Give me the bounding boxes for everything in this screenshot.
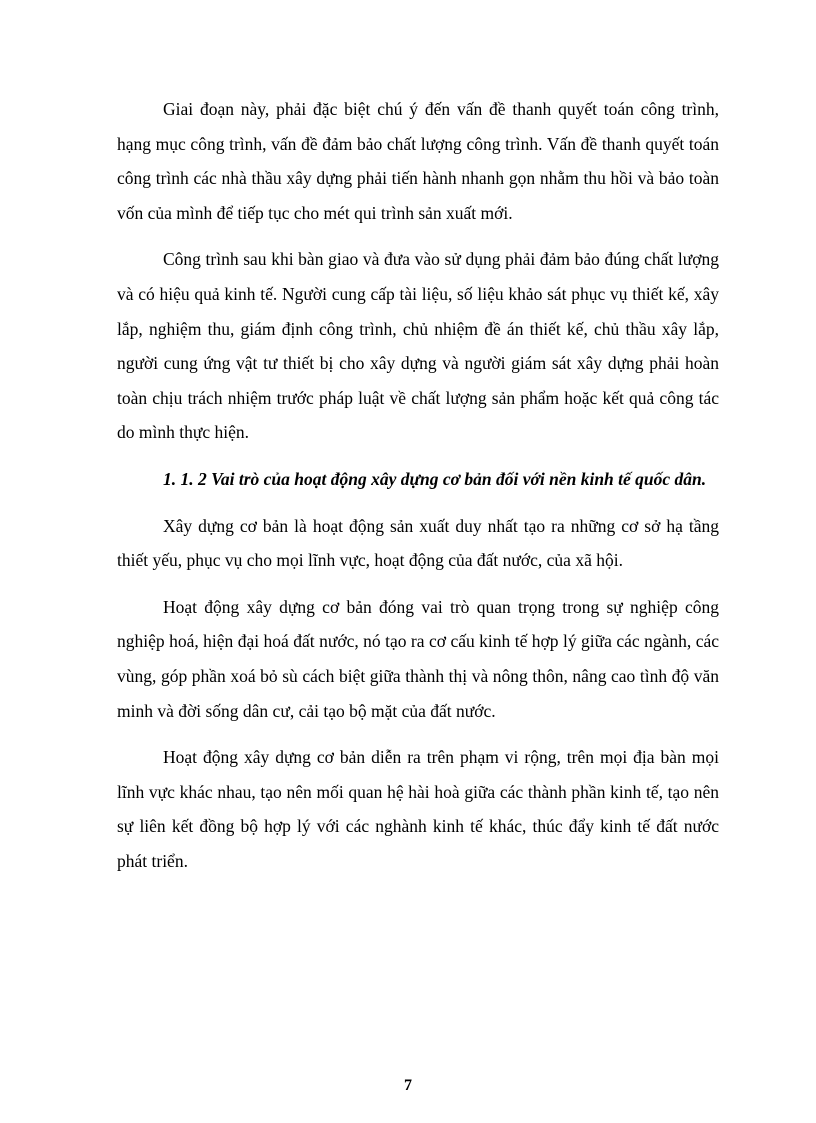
- section-heading: 1. 1. 2 Vai trò của hoạt động xây dựng cơ bản đối với nền kinh tế quốc dân.: [163, 468, 707, 489]
- document-body: [117, 92, 719, 878]
- paragraph: Giai đoạn này, phải đặc biệt chú ý đến vấn đề thanh quyết toán công trình, hạng mục công trình, vấn đề đảm bảo chất lượng công trình. Vấn đề thanh quyết toán công trình các nhà thầu xây dựng phải tiến hành nhanh gọn nhằm thu hồi và bảo toàn vốn của mình để tiếp tục cho mét qui trình sản xuất mới.: [117, 99, 719, 223]
- paragraph: Xây dựng cơ bản là hoạt động sản xuất duy nhất tạo ra những cơ sở hạ tầng thiết yếu, phục vụ cho mọi lĩnh vực, hoạt động của đất nước, của xã hội.: [117, 515, 719, 571]
- paragraph: Công trình sau khi bàn giao và đưa vào sử dụng phải đảm bảo đúng chất lượng và có hiệu quả kinh tế. Người cung cấp tài liệu, số liệu khảo sát phục vụ thiết kế, xây lắp, nghiệm thu, giám định công trình, chủ nhiệm đề án thiết kế, chủ thầu xây lắp, người cung ứng vật tư thiết bị cho xây dựng và người giám sát xây dựng phải hoàn toàn chịu trách nhiệm trước pháp luật về chất lượng sản phẩm hoặc kết quả công tác do mình thực hiện.: [117, 249, 719, 443]
- paragraph: Hoạt động xây dựng cơ bản diễn ra trên phạm vi rộng, trên mọi địa bàn mọi lĩnh vực khác nhau, tạo nên mối quan hệ hài hoà giữa các thành phần kinh tế, tạo nên sự liên kết đồng bộ hợp lý với các nghành kinh tế khác, thúc đẩy kinh tế đất nước phát triển.: [117, 747, 719, 871]
- page-number: 7: [404, 1077, 412, 1094]
- paragraph: Hoạt động xây dựng cơ bản đóng vai trò quan trọng trong sự nghiệp công nghiệp hoá, hiện đại hoá đất nước, nó tạo ra cơ cấu kinh tế hợp lý giữa các ngành, các vùng, góp phần xoá bỏ sù cách biệt giữa thành thị và nông thôn, nâng cao tình độ văn minh và đời sống dân cư, cải tạo bộ mặt của đất nước.: [117, 596, 719, 721]
